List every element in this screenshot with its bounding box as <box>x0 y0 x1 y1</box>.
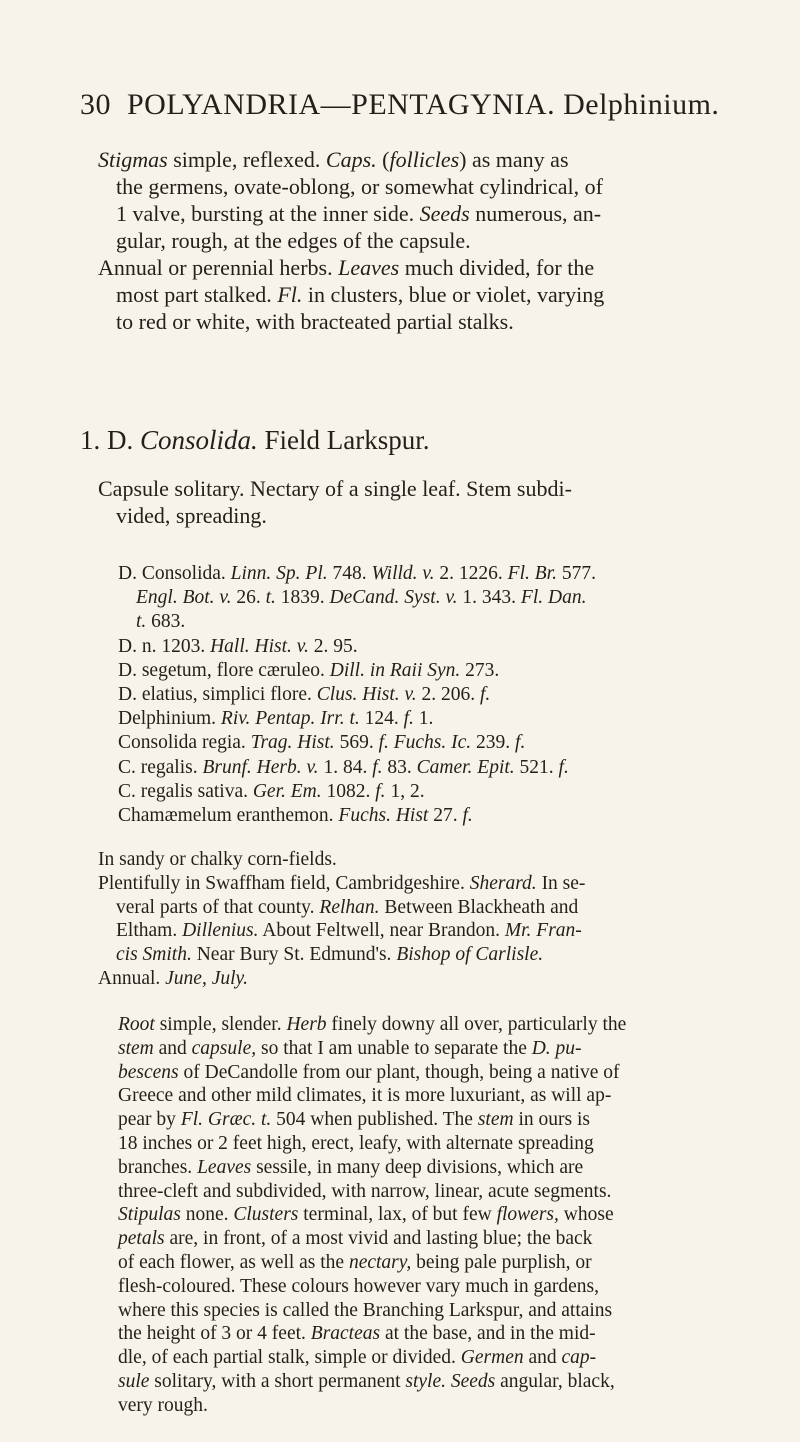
text-line: veral parts of that county. Relhan. Between Blackheath and <box>116 896 579 918</box>
text-line: In sandy or chalky corn-fields. <box>98 849 337 870</box>
text-line: gular, rough, at the edges of the capsule. <box>116 228 471 253</box>
text-line: where this species is called the Branching Larkspur, and attains <box>118 1299 613 1321</box>
text-line: C. regalis sativa. Ger. Em. 1082. f. 1, 2. <box>118 780 425 802</box>
text-line: Delphinium. Riv. Pentap. Irr. t. 124. f. 1. <box>118 708 434 730</box>
running-header <box>80 88 720 122</box>
text-line: bescens of DeCandolle from our plant, though, being a native of <box>118 1061 620 1083</box>
text-line: C. regalis. Brunf. Herb. v. 1. 84. f. 83. Camer. Epit. 521. f. <box>118 756 569 778</box>
text-line: vided, spreading. <box>116 503 267 528</box>
text-line: the germens, ovate-oblong, or somewhat cylindrical, of <box>116 174 603 199</box>
species-diagnosis <box>98 475 718 529</box>
text-line: cis Smith. Near Bury St. Edmund's. Bishop of Carlisle. <box>116 944 544 966</box>
text-line: stem and capsule, so that I am unable to separate the D. pu- <box>118 1037 582 1059</box>
text-line: D. Consolida. Linn. Sp. Pl. 748. Willd. v. 2. 1226. Fl. Br. 577. <box>118 563 596 584</box>
text-line: 1 valve, bursting at the inner side. Seeds numerous, an- <box>116 201 602 226</box>
text-line: D. segetum, flore cæruleo. Dill. in Raii Syn. 273. <box>118 659 500 681</box>
text-line: to red or white, with bracteated partial stalks. <box>116 309 514 334</box>
text-line: Greece and other mild climates, it is more luxuriant, as will ap- <box>118 1085 612 1107</box>
text-line: Consolida regia. Trag. Hist. 569. f. Fuchs. Ic. 239. f. <box>118 732 526 754</box>
text-line: Eltham. Dillenius. About Feltwell, near Brandon. Mr. Fran- <box>116 920 582 942</box>
text-line: Stipulas none. Clusters terminal, lax, of but few flowers, whose <box>118 1204 614 1226</box>
text-line: dle, of each partial stalk, simple or divided. Germen and cap- <box>118 1347 597 1369</box>
text-line: D. n. 1203. Hall. Hist. v. 2. 95. <box>118 635 358 657</box>
text-line: Plentifully in Swaffham field, Cambridgeshire. Sherard. In se- <box>98 872 586 894</box>
header-title: POLYANDRIA—PENTAGYNIA. <box>127 88 556 121</box>
text-line: Engl. Bot. v. 26. t. 1839. DeCand. Syst. v. 1. 343. Fl. Dan. <box>136 587 587 609</box>
text-line: sule solitary, with a short permanent style. Seeds angular, black, <box>118 1370 615 1392</box>
text-line: branches. Leaves sessile, in many deep divisions, which are <box>118 1156 584 1178</box>
page-number: 30 <box>80 88 111 121</box>
text-line: three-cleft and subdivided, with narrow, linear, acute segments. <box>118 1180 612 1202</box>
text-line: Capsule solitary. Nectary of a single leaf. Stem subdi- <box>98 476 572 501</box>
text-line: t. 683. <box>136 611 186 633</box>
text-line: 18 inches or 2 feet high, erect, leafy, with alternate spreading <box>118 1132 594 1154</box>
text-line: very rough. <box>118 1394 208 1416</box>
text-line: Stigmas simple, reflexed. Caps. (follicles) as many as <box>98 147 569 172</box>
species-title: 1. D. Consolida. Field Larkspur. <box>80 425 430 455</box>
text-line: Chamæmelum eranthemon. Fuchs. Hist 27. f. <box>118 805 473 827</box>
text-line: Annual. June, July. <box>98 967 248 989</box>
text-line: the height of 3 or 4 feet. Bracteas at the base, and in the mid- <box>118 1323 596 1345</box>
synonymy-list <box>118 562 718 828</box>
text-line: of each flower, as well as the nectary, being pale purplish, or <box>118 1251 592 1273</box>
text-line: flesh-coloured. These colours however vary much in gardens, <box>118 1275 600 1297</box>
genus-description <box>98 146 718 335</box>
species-description <box>118 1013 718 1418</box>
text-line: petals are, in front, of a most vivid and lasting blue; the back <box>118 1228 593 1250</box>
habitat-section <box>98 848 718 991</box>
text-line: Annual or perennial herbs. Leaves much divided, for the <box>98 255 595 280</box>
header-genus: Delphinium. <box>563 88 720 121</box>
text-line: Root simple, slender. Herb finely downy all over, particularly the <box>118 1014 627 1035</box>
text-line: pear by Fl. Græc. t. 504 when published. The stem in ours is <box>118 1109 590 1131</box>
text-line: most part stalked. Fl. in clusters, blue or violet, varying <box>116 282 605 307</box>
text-line: D. elatius, simplici flore. Clus. Hist. v. 2. 206. f. <box>118 684 491 706</box>
